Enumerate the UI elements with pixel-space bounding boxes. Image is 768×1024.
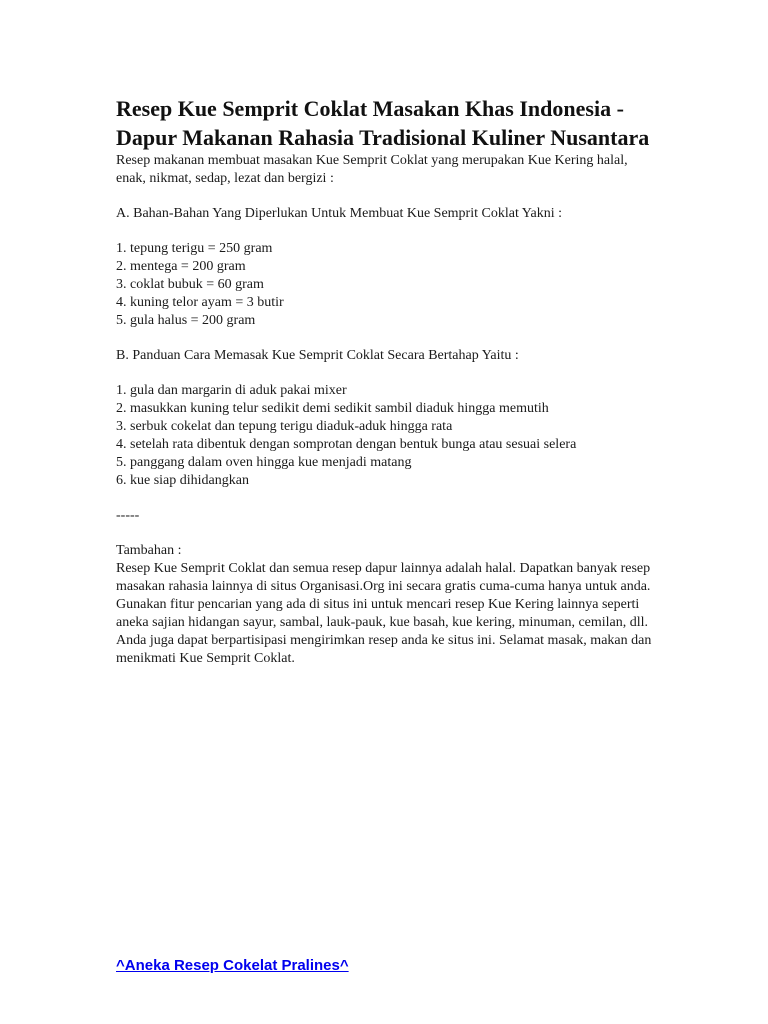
extra-label: Tambahan :	[116, 543, 182, 558]
list-item: 4. setelah rata dibentuk dengan somprotan dengan bentuk bunga atau sesuai selera	[116, 437, 577, 452]
steps-list	[116, 382, 661, 490]
list-item: 5. panggang dalam oven hingga kue menjadi matang	[116, 455, 412, 470]
list-item: 3. coklat bubuk = 60 gram	[116, 277, 264, 292]
extra-paragraph: Resep Kue Semprit Coklat dan semua resep dapur lainnya adalah halal. Dapatkan banyak resep masakan rahasia lainnya di situs Organisasi.Org ini secara gratis cuma-cuma hanya untuk anda. Gunakan fitur pencarian yang ada di situs ini untuk mencari resep Kue Kering lainnya seperti aneka sajian hidangan sayur, sambal, lauk-pauk, kue basah, kue kering, minuman, cemilan, dll. Anda juga dapat berpartisipasi mengirimkan resep anda ke situs ini. Selamat masak, makan dan menikmati Kue Semprit Coklat.	[116, 561, 652, 666]
section-a-heading: A. Bahan-Bahan Yang Diperlukan Untuk Membuat Kue Semprit Coklat Yakni :	[116, 206, 563, 221]
section-b-heading: B. Panduan Cara Memasak Kue Semprit Coklat Secara Bertahap Yaitu :	[116, 348, 519, 363]
list-item: 2. masukkan kuning telur sedikit demi sedikit sambil diaduk hingga memutih	[116, 401, 549, 416]
intro-paragraph: Resep makanan membuat masakan Kue Semprit Coklat yang merupakan Kue Kering halal, enak, nikmat, sedap, lezat dan bergizi :	[116, 153, 628, 186]
page-title: Resep Kue Semprit Coklat Masakan Khas Indonesia - Dapur Makanan Rahasia Tradisional Kuliner Nusantara	[116, 96, 650, 150]
list-item: 5. gula halus = 200 gram	[116, 313, 256, 328]
list-item: 3. serbuk cokelat dan tepung terigu diaduk-aduk hingga rata	[116, 419, 453, 434]
document-page	[116, 94, 661, 668]
list-item: 2. mentega = 200 gram	[116, 259, 246, 274]
related-recipe-link[interactable]: ^Aneka Resep Cokelat Pralines^	[116, 957, 349, 974]
list-item: 1. tepung terigu = 250 gram	[116, 241, 273, 256]
divider-text: -----	[116, 508, 140, 523]
list-item: 6. kue siap dihidangkan	[116, 473, 249, 488]
list-item: 4. kuning telor ayam = 3 butir	[116, 295, 284, 310]
list-item: 1. gula dan margarin di aduk pakai mixer	[116, 383, 347, 398]
ingredients-list	[116, 240, 661, 330]
